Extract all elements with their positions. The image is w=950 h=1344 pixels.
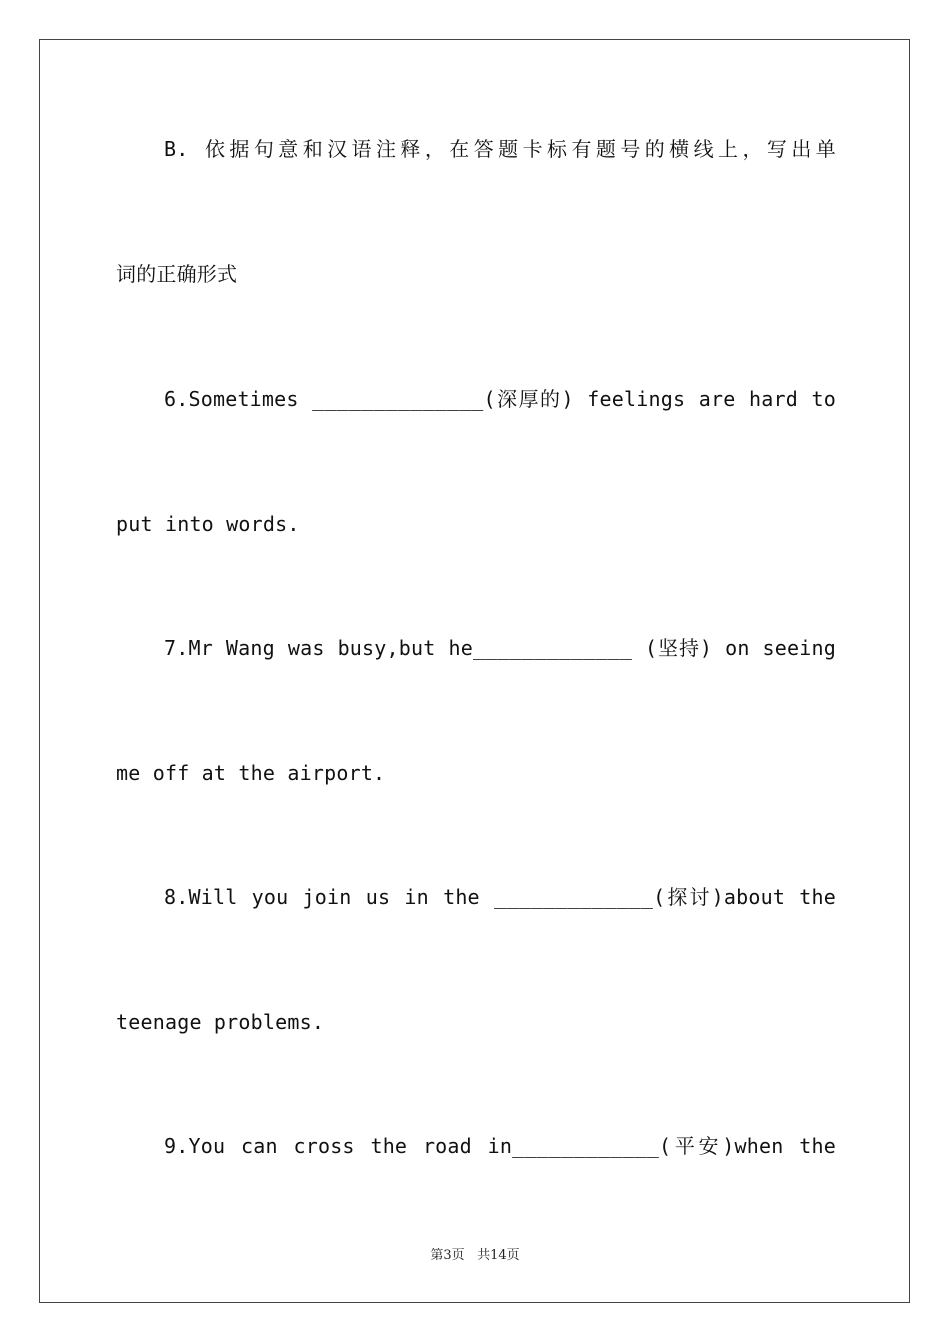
instruction-line-2: 词的正确形式 [116, 262, 238, 286]
page-number: 第3页 [430, 1248, 465, 1263]
page-footer [0, 1247, 950, 1265]
question-8-line-2: teenage problems. [116, 1010, 325, 1034]
question-6-line-1: 6.Sometimes ______________(深厚的) feelings are hard to [164, 387, 836, 411]
page-border [39, 39, 910, 1303]
question-8-line-1: 8.Will you join us in the _____________(探讨)about the [164, 885, 836, 909]
page-total: 共14页 [477, 1248, 520, 1263]
question-7-line-1: 7.Mr Wang was busy,but he_____________ (坚持) on seeing [164, 636, 836, 660]
instruction-line-1: B. 依据句意和汉语注释，在答题卡标有题号的横线上，写出单 [164, 137, 836, 161]
question-7-line-2: me off at the airport. [116, 761, 386, 785]
question-9-line-1: 9.You can cross the road in____________(平安)when the [164, 1134, 836, 1158]
question-6-line-2: put into words. [116, 512, 300, 536]
